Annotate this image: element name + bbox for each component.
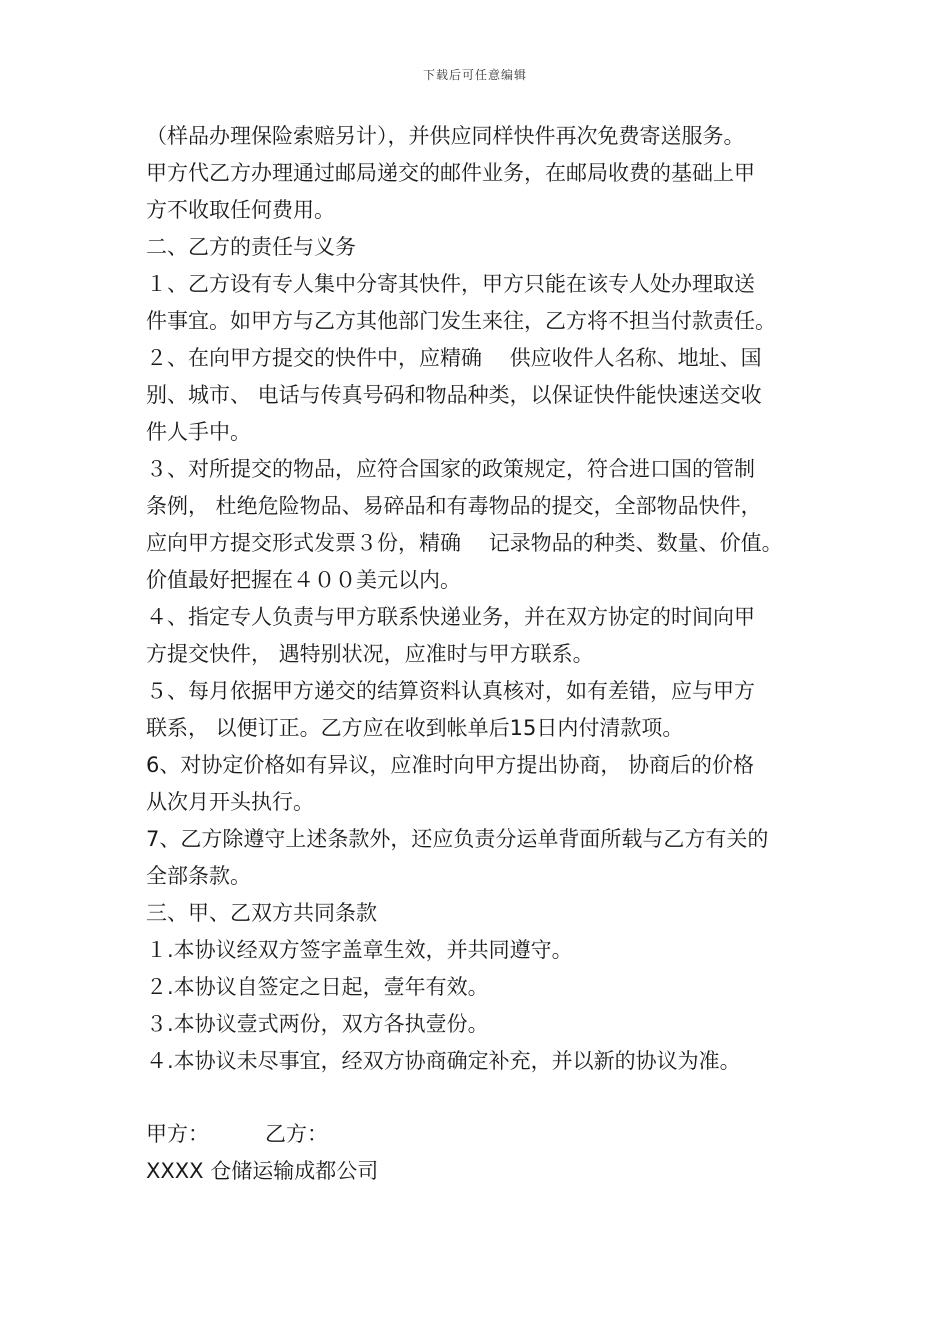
body-line: 应向甲方提交形式发票３份，精确 记录物品的种类、数量、价值。 (146, 531, 783, 555)
body-line: 别、城市、 电话与传真号码和物品种类，以保证快件能快速送交收 (146, 383, 762, 407)
body-line: 从次月开头执行。 (146, 790, 314, 814)
body-line: １、乙方设有专人集中分寄其快件，甲方只能在该专人处办理取送 (146, 272, 755, 296)
body-line: ４、指定专人负责与甲方联系快递业务，并在双方协定的时间向甲 (146, 605, 755, 629)
download-note: 下载后可任意编辑 (422, 68, 527, 82)
body-line: 全部条款。 (146, 864, 251, 888)
body-line: ２.本协议自签定之日起，壹年有效。 (146, 975, 489, 999)
body-line: 7、乙方除遵守上述条款外，还应负责分运单背面所载与乙方有关的 (146, 827, 769, 851)
body-line: 方提交快件， 遇特别状况，应准时与甲方联系。 (146, 642, 594, 666)
signature-block (146, 1116, 826, 1190)
body-line: 价值最好把握在４００美元以内。 (146, 568, 461, 592)
body-line: ３.本协议壹式两份，双方各执壹份。 (146, 1012, 489, 1036)
section-heading: 二、乙方的责任与义务 (146, 235, 356, 259)
body-line: 甲方代乙方办理通过邮局递交的邮件业务，在邮局收费的基础上甲 (146, 161, 755, 185)
party-a-label: 甲方： (146, 1122, 209, 1146)
company-name: XXXX 仓储运输成都公司 (146, 1159, 379, 1183)
body-line: 方不收取任何费用。 (146, 198, 335, 222)
body-line: 件人手中。 (146, 420, 251, 444)
body-line: ３、对所提交的物品，应符合国家的政策规定，符合进口国的管制 (146, 457, 755, 481)
body-line: 件事宜。如甲方与乙方其他部门发生来往，乙方将不担当付款责任。 (146, 309, 776, 333)
body-line: ４.本协议未尽事宜，经双方协商确定补充，并以新的协议为准。 (146, 1049, 741, 1073)
body-line: １.本协议经双方签字盖章生效，并共同遵守。 (146, 938, 573, 962)
signature-parties (146, 1116, 826, 1153)
agreement-body (146, 118, 826, 1080)
body-line: ５、每月依据甲方递交的结算资料认真核对，如有差错，应与甲方 (146, 679, 755, 703)
body-line: 6、对协定价格如有异议，应准时向甲方提出协商， 协商后的价格 (146, 753, 755, 777)
body-line: 条例， 杜绝危险物品、易碎品和有毒物品的提交，全部物品快件， (146, 494, 762, 518)
body-line: 联系， 以便订正。乙方应在收到帐单后15日内付清款项。 (146, 716, 684, 740)
body-line: （样品办理保险索赔另计），并供应同样快件再次免费寄送服务。 (146, 124, 745, 148)
party-b-label: 乙方： (265, 1122, 328, 1146)
section-heading: 三、甲、乙双方共同条款 (146, 901, 377, 925)
body-line: ２、在向甲方提交的快件中，应精确 供应收件人名称、地址、国 (146, 346, 762, 370)
